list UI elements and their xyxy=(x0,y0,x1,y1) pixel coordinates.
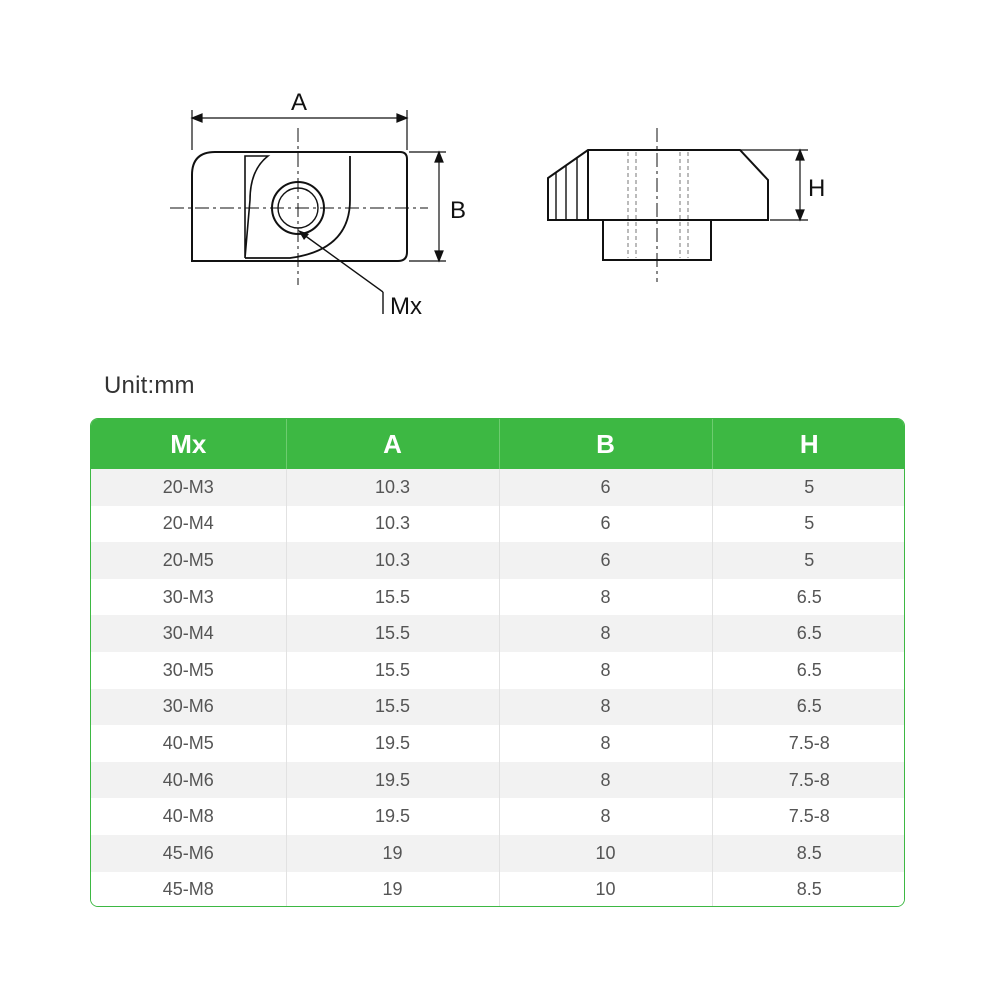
cell-mx: 20-M4 xyxy=(91,506,286,543)
cell-a: 19 xyxy=(286,835,499,872)
header-b: B xyxy=(499,419,712,469)
cell-b: 8 xyxy=(499,579,712,616)
mx-leader xyxy=(298,230,383,314)
cell-b: 8 xyxy=(499,725,712,762)
table-row xyxy=(91,725,905,762)
cell-b: 6 xyxy=(499,542,712,579)
cell-h: 7.5-8 xyxy=(712,798,905,835)
cell-a: 10.3 xyxy=(286,506,499,543)
spec-table-container xyxy=(90,418,905,907)
cell-a: 10.3 xyxy=(286,469,499,506)
side-view-hidden-lines xyxy=(628,152,688,258)
mx-label: Mx xyxy=(390,293,422,320)
cell-mx: 30-M6 xyxy=(91,689,286,726)
cell-b: 8 xyxy=(499,652,712,689)
cell-a: 10.3 xyxy=(286,542,499,579)
cell-mx: 30-M4 xyxy=(91,615,286,652)
cell-h: 6.5 xyxy=(712,615,905,652)
cell-b: 10 xyxy=(499,872,712,907)
dimension-b-label: B xyxy=(450,197,467,224)
table-row xyxy=(91,652,905,689)
cell-mx: 40-M5 xyxy=(91,725,286,762)
cell-mx: 40-M8 xyxy=(91,798,286,835)
cell-a: 15.5 xyxy=(286,615,499,652)
unit-label: Unit:mm xyxy=(104,372,195,399)
dimension-a-label: A xyxy=(290,89,308,116)
side-view xyxy=(548,150,768,260)
cell-mx: 30-M3 xyxy=(91,579,286,616)
dimension-a xyxy=(192,110,407,150)
cell-b: 8 xyxy=(499,689,712,726)
cell-mx: 45-M6 xyxy=(91,835,286,872)
table-row xyxy=(91,798,905,835)
side-view-flange xyxy=(548,150,768,220)
cell-b: 8 xyxy=(499,762,712,799)
cell-a: 19.5 xyxy=(286,762,499,799)
cell-h: 5 xyxy=(712,506,905,543)
cell-b: 8 xyxy=(499,798,712,835)
table-row xyxy=(91,689,905,726)
cell-a: 19 xyxy=(286,872,499,907)
cell-mx: 20-M5 xyxy=(91,542,286,579)
cell-h: 7.5-8 xyxy=(712,762,905,799)
cell-mx: 20-M3 xyxy=(91,469,286,506)
table-row xyxy=(91,872,905,907)
cell-a: 19.5 xyxy=(286,725,499,762)
cell-a: 15.5 xyxy=(286,579,499,616)
table-row xyxy=(91,762,905,799)
dimension-h-label: H xyxy=(808,175,826,202)
table-row xyxy=(91,469,905,506)
cell-h: 6.5 xyxy=(712,689,905,726)
top-view xyxy=(192,152,407,261)
cell-h: 6.5 xyxy=(712,579,905,616)
cell-b: 10 xyxy=(499,835,712,872)
cell-h: 5 xyxy=(712,469,905,506)
table-row xyxy=(91,579,905,616)
dimension-b xyxy=(409,152,446,261)
table-row xyxy=(91,506,905,543)
cell-b: 8 xyxy=(499,615,712,652)
cell-a: 15.5 xyxy=(286,652,499,689)
cell-h: 7.5-8 xyxy=(712,725,905,762)
cell-h: 5 xyxy=(712,542,905,579)
cell-mx: 30-M5 xyxy=(91,652,286,689)
header-a: A xyxy=(286,419,499,469)
cell-mx: 40-M6 xyxy=(91,762,286,799)
cell-b: 6 xyxy=(499,469,712,506)
cell-a: 15.5 xyxy=(286,689,499,726)
cell-h: 8.5 xyxy=(712,835,905,872)
cell-h: 8.5 xyxy=(712,872,905,907)
top-view-lug xyxy=(245,156,268,258)
cell-b: 6 xyxy=(499,506,712,543)
table-header-row xyxy=(91,419,905,469)
table-row xyxy=(91,615,905,652)
cell-h: 6.5 xyxy=(712,652,905,689)
table-row xyxy=(91,542,905,579)
t-nut-technical-drawing xyxy=(0,0,1000,340)
spec-table xyxy=(91,419,905,907)
header-h: H xyxy=(712,419,905,469)
header-mx: Mx xyxy=(91,419,286,469)
table-row xyxy=(91,835,905,872)
cell-a: 19.5 xyxy=(286,798,499,835)
top-view-outline xyxy=(192,152,407,261)
cell-mx: 45-M8 xyxy=(91,872,286,907)
table-body xyxy=(91,469,905,907)
